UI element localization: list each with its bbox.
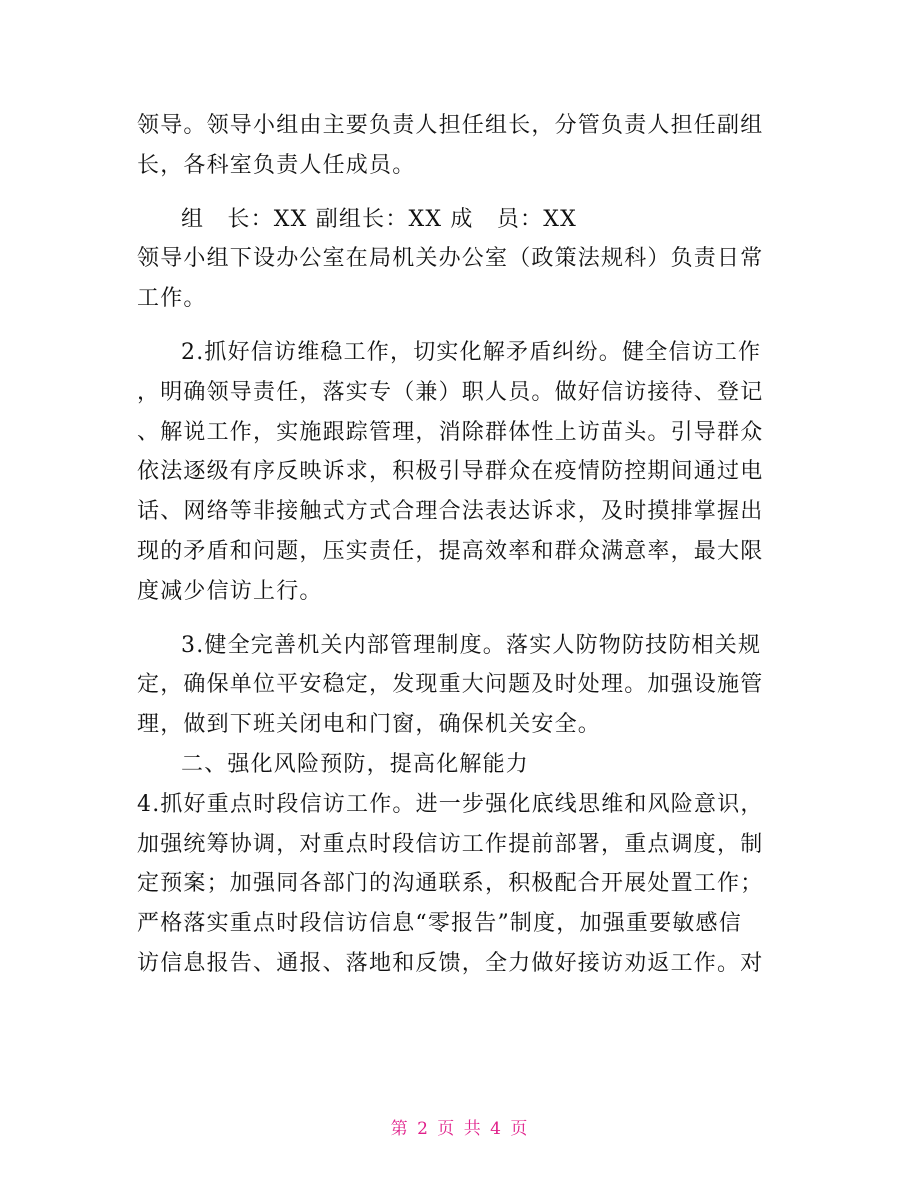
text-line: 4.抓好重点时段信访工作。进一步强化底线思维和风险意识， bbox=[137, 791, 764, 817]
text-line: 工作。 bbox=[137, 286, 207, 312]
text-line: 领导小组下设办公室在局机关办公室（政策法规科）负责日常 bbox=[137, 246, 764, 272]
text-line: 定预案；加强同各部门的沟通联系，积极配合开展处置工作； bbox=[137, 871, 764, 897]
text-line: 、解说工作，实施跟踪管理，消除群体性上访苗头。引导群众 bbox=[137, 419, 764, 445]
text-line: 2.抓好信访维稳工作，切实化解矛盾纠纷。健全信访工作 bbox=[181, 339, 762, 365]
text-line: 现的矛盾和问题，压实责任，提高效率和群众满意率，最大限 bbox=[137, 538, 764, 564]
page-number-footer: 第 2 页 共 4 页 bbox=[390, 1119, 530, 1139]
members-line: 组 长：XX 副组长：XX 成 员：XX bbox=[181, 206, 577, 232]
text-line: 访信息报告、通报、落地和反馈，全力做好接访劝返工作。对 bbox=[137, 950, 764, 976]
text-line: ，明确领导责任，落实专（兼）职人员。做好信访接待、登记 bbox=[137, 379, 764, 405]
section-heading: 二、强化风险预防，提高化解能力 bbox=[181, 751, 530, 777]
text-line: 长，各科室负责人任成员。 bbox=[137, 152, 416, 178]
text-line: 领导。领导小组由主要负责人担任组长，分管负责人担任副组 bbox=[137, 113, 764, 138]
text-line: 话、网络等非接触式方式合理合法表达诉求，及时摸排掌握出 bbox=[137, 499, 764, 525]
text-line: 度减少信访上行。 bbox=[137, 578, 323, 604]
text-line: 严格落实重点时段信访信息“零报告”制度，加强重要敏感信 bbox=[137, 911, 742, 937]
document-body bbox=[137, 106, 783, 984]
text-line: 定，确保单位平安稳定，发现重大问题及时处理。加强设施管 bbox=[137, 672, 764, 698]
text-line: 加强统筹协调，对重点时段信访工作提前部署，重点调度，制 bbox=[137, 831, 764, 857]
text-line: 理，做到下班关闭电和门窗，确保机关安全。 bbox=[137, 712, 602, 738]
text-line: 3.健全完善机关内部管理制度。落实人防物防技防相关规 bbox=[181, 632, 762, 658]
text-line: 依法逐级有序反映诉求，积极引导群众在疫情防控期间通过电 bbox=[137, 459, 764, 485]
